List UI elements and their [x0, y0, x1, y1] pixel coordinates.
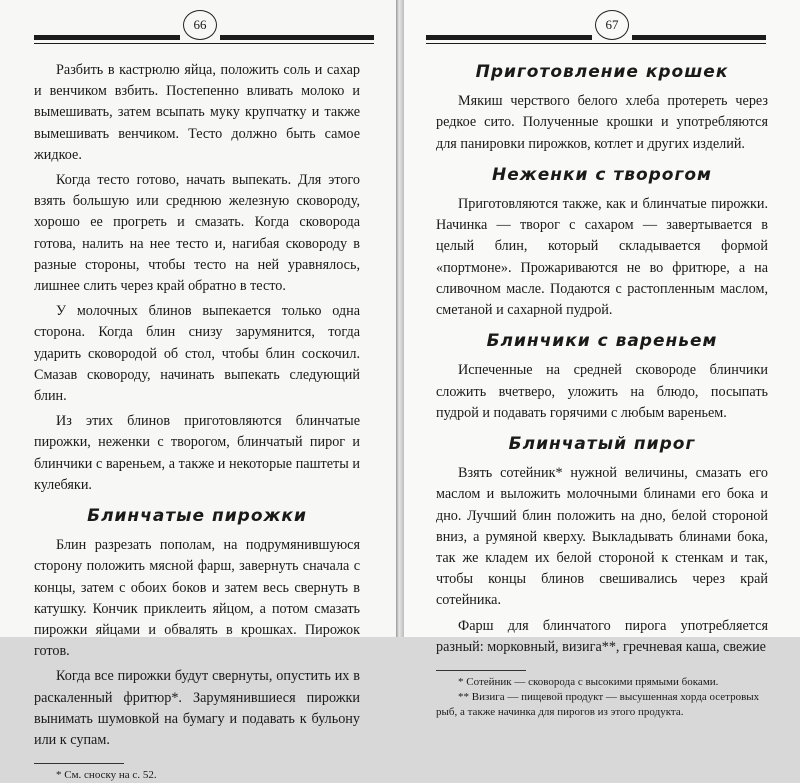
paragraph: Взять сотейник* нужной величины, смазать его маслом и выложить молочными блинами его бока и дно. Лучший блин положить на дно, белой стороной вниз, а румяной кверху. Выкладывать блинами бока, так же кладем их белой стороной к стенкам и так, чтобы концы блинов свешивались через край сотейника. — [436, 465, 768, 609]
paragraph: Когда все пирожки будут свернуты, опустить их в раскаленный фритюр*. Зарумянившиеся пирожки вынимать шумовкой на бумагу и подавать к бульону или к супам. — [34, 668, 360, 749]
right-page — [404, 0, 800, 719]
section-heading: Приготовление крошек — [475, 62, 729, 82]
section-heading: Неженки с творогом — [492, 164, 712, 185]
section-heading: Блинчатый пирог — [508, 434, 696, 455]
page-number-right: 67 — [592, 8, 632, 40]
footnote: * Сотейник — сковорода с высокими прямыми боками. — [458, 676, 719, 689]
paragraph: Блин разрезать пополам, на подрумянившуюся сторону положить мясной фарш, завернуть сначала с концы, затем с обоих боков и затем весь свернуть в катушку. Кончик приклеить яйцом, а потом смазать пирожки яйцами и обвалять в крошках. Пирожок готов. — [34, 537, 360, 660]
paragraph: Мякиш черствого белого хлеба протереть через редкое сито. Полученные крошки и употребляются для панировки пирожков, котлет и других изделий. — [436, 93, 768, 152]
section-heading: Блинчики с вареньем — [486, 331, 718, 352]
footnote: ** Визига — пищевой продукт — высушенная хорда осетровых рыб, а также начинка для пирогов из этого продукта. — [436, 691, 760, 719]
paragraph: Из этих блинов приготовляются блинчатые пирожки, неженки с творогом, блинчатый пирог и блинчики с вареньем, а также и некоторые паштеты и кулебяки. — [34, 413, 360, 493]
paragraph: Фарш для блинчатого пирога употребляется разный: морковный, визига**, гречневая каша, свежие — [436, 617, 768, 655]
right-body — [436, 60, 768, 720]
paragraph: У молочных блинов выпекается только одна сторона. Когда блин снизу зарумянится, тогда ударить сковородой об стол, чтобы блин соскочил. Смазав сковороду, начинать выпекать следующий блин. — [34, 303, 360, 405]
book-gutter — [396, 0, 404, 637]
page-number-left: 66 — [180, 8, 220, 40]
header-rule-thin — [34, 43, 374, 44]
page-number-ornament — [183, 10, 217, 40]
paragraph: Приготовляются также, как и блинчатые пирожки. Начинка — творог с сахаром — завертывается в целый блин, который складывается формой «портмоне». Прожариваются не во фритюре, а на сливочном масле. Подаются с растопленным маслом, сметаной и сахарной пудрой. — [436, 196, 768, 319]
left-page — [0, 0, 396, 782]
paragraph: Испеченные на средней сковороде блинчики сложить вчетверо, уложить на блюдо, посыпать пудрой и подавать горячими с любым вареньем. — [436, 362, 768, 421]
footnote: * См. сноску на с. 52. — [56, 769, 157, 782]
left-body — [34, 60, 360, 783]
header-rule-thin — [426, 43, 766, 44]
paragraph: Разбить в кастрюлю яйца, положить соль и сахар и венчиком взбить. Постепенно вливать молоко и вымешивать, затем всыпать муку крупчатку и также вымешивать венчиком. Тесто должно быть самое жидкое. — [34, 62, 360, 163]
paragraph: Когда тесто готово, начать выпекать. Для этого взять большую или среднюю железную сковороду, хорошо ее прогреть и смазать. Когда сковорода готова, налить на нее тесто и, нагибая сковороду в разные стороны, чтобы тесто на ней уравнялось, лишнее слить через край обратно в тесто. — [34, 172, 360, 295]
section-heading: Блинчатые пирожки — [87, 506, 307, 527]
page-number-ornament — [595, 10, 629, 40]
footnote-rule — [34, 763, 124, 764]
footnote-rule — [436, 670, 526, 671]
